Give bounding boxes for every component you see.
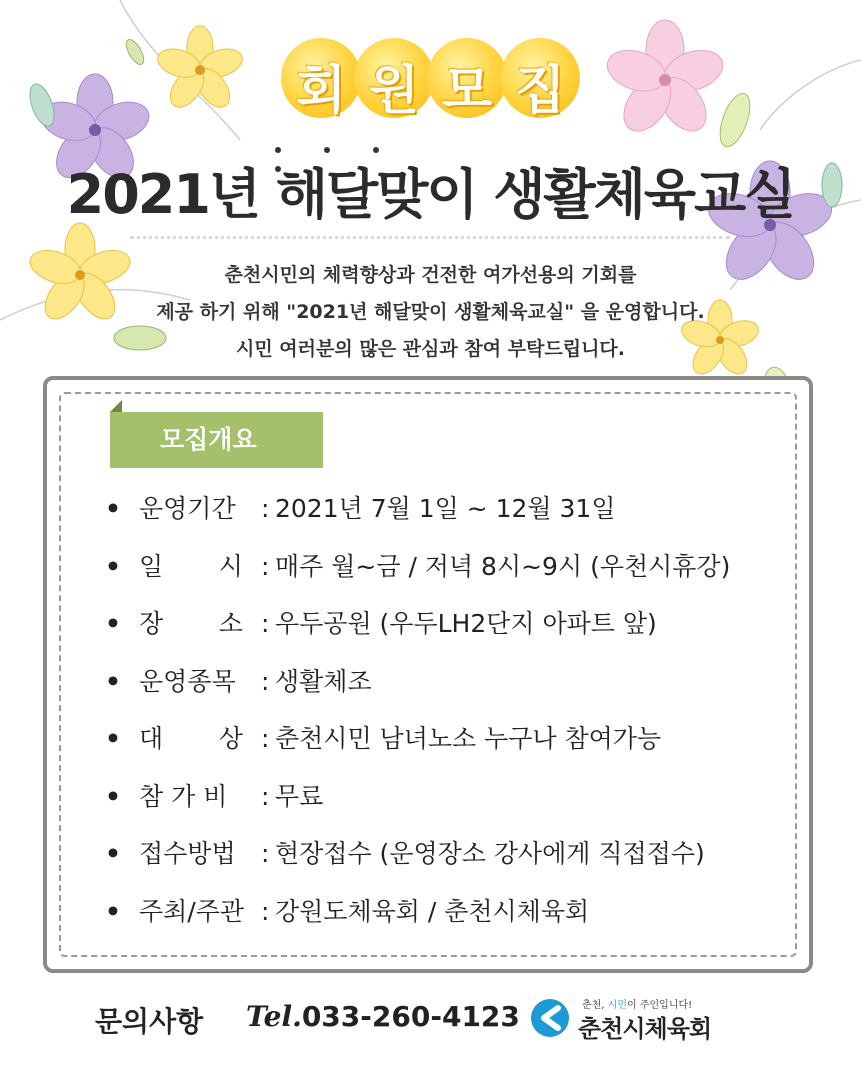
emphasis-dots xyxy=(275,138,465,150)
intro-line: 제공 하기 위해 "2021년 해달맞이 생활체육교실" 을 운영합니다. xyxy=(156,301,705,323)
page-title: 2021년 해달맞이 생활체육교실 xyxy=(66,163,795,226)
list-item: • 주최/주관 : 강원도체육회 / 춘천시체육회 xyxy=(105,896,590,926)
title-badge: 집 xyxy=(500,38,580,118)
recruitment-title-badges xyxy=(0,38,861,121)
list-item: • 대 상 : 춘천시민 남녀노소 누구나 참여가능 xyxy=(105,724,662,753)
list-item: • 접수방법 : 현장접수 (운영장소 강사에게 직접접수) xyxy=(105,839,705,868)
intro-line: 시민 여러분의 많은 관심과 참여 부탁드립니다. xyxy=(235,338,626,360)
section-tag: 모집개요 xyxy=(110,412,323,468)
list-item: • 참 가 비 : 무료 xyxy=(105,781,324,811)
title-badge: 원 xyxy=(354,38,434,118)
divider xyxy=(130,236,730,239)
list-item: • 운영종목 : 생활체조 xyxy=(105,666,372,696)
title-badge: 회 xyxy=(281,38,361,118)
title-badge: 모 xyxy=(427,38,507,118)
list-item: • 운영기간 : 2021년 7월 1일 ~ 12월 31일 xyxy=(105,494,616,523)
intro-text xyxy=(0,257,861,368)
logo-name: 춘천시체육회 xyxy=(578,1015,712,1043)
logo-slogan: 춘천, 시민이 주인입니다! xyxy=(582,1000,693,1011)
list-item: • 일 시 : 매주 월~금 / 저녁 8시~9시 (우천시휴강) xyxy=(105,551,731,581)
info-list xyxy=(105,485,805,945)
contact-phone: Tel.033-260-4123 xyxy=(246,1000,520,1033)
contact-label: 문의사항 xyxy=(95,1005,204,1038)
intro-line: 춘천시민의 체력향상과 건전한 여가선용의 기회를 xyxy=(224,264,637,286)
list-item: • 장 소 : 우두공원 (우두LH2단지 아파트 앞) xyxy=(105,609,657,638)
